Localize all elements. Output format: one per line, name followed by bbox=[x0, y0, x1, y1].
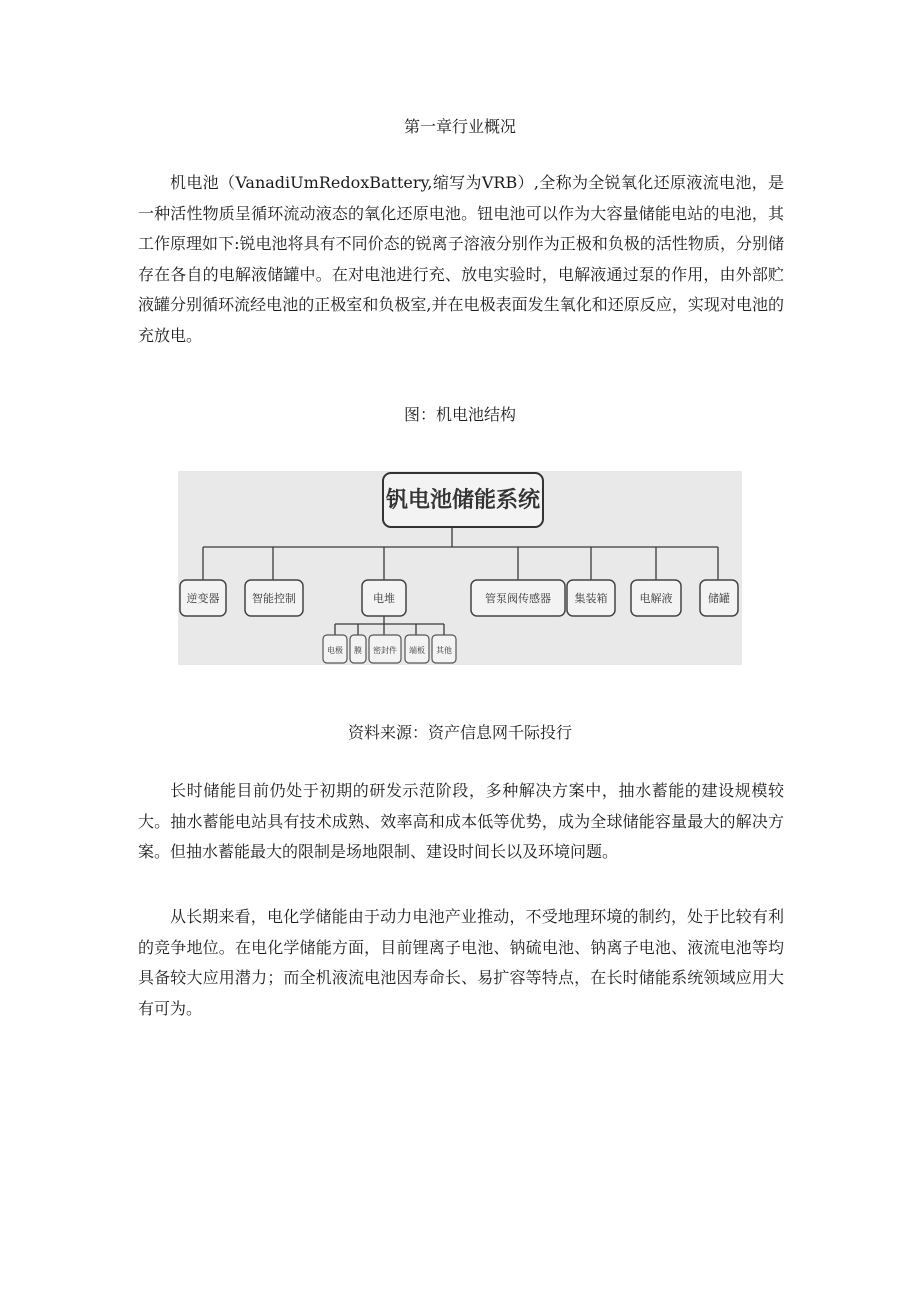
node-seal-label: 密封件 bbox=[373, 646, 397, 655]
node-electrolyte-label: 电解液 bbox=[639, 592, 673, 605]
node-other-label: 其他 bbox=[436, 646, 452, 655]
node-electrode-label: 电极 bbox=[327, 646, 343, 655]
node-tank-label: 储罐 bbox=[708, 592, 730, 605]
node-container-label: 集装箱 bbox=[574, 592, 608, 605]
node-inverter-label: 逆变器 bbox=[186, 592, 220, 605]
paragraph-long-duration: 长时储能目前仍处于初期的研发示范阶段，多种解决方案中，抽水蓄能的建设规模较大。抽水蓄能电站具有技术成熟、效率高和成本低等优势，成为全球储能容量最大的解决方案。但抽水蓄能最大的限制是场地限制、建设时间长以及环境问题。 bbox=[138, 781, 784, 861]
node-smart-control-label: 智能控制 bbox=[252, 592, 296, 605]
node-membrane-label: 膜 bbox=[354, 646, 362, 655]
figure-caption: 图：机电池结构 bbox=[403, 405, 516, 424]
node-stack-label: 电堆 bbox=[373, 592, 395, 605]
chapter-title: 第一章行业概况 bbox=[403, 117, 516, 136]
paragraph-intro: 机电池（VanadiUmRedoxBattery,缩写为VRB）,全称为全锐氧化还原液流电池，是一种活性物质呈循环流动液态的氧化还原电池。钮电池可以作为大容量储能电站的电池，其工作原理如下:锐电池将具有不同价态的锐离子溶液分别作为正极和负极的活性物质，分别储存在各自的电解液储罐中。在对电池进行充、放电实验时，电解液通过泵的作用，由外部贮液罐分别循环流经电池的正极室和负极室,并在电极表面发生氧化和还原反应，实现对电池的充放电。 bbox=[138, 173, 784, 345]
node-pump-valve-sensor-label: 管泵阀传感器 bbox=[485, 592, 551, 605]
paragraph-electrochemical: 从长期来看，电化学储能由于动力电池产业推动，不受地理环境的制约，处于比较有利的竞争地位。在电化学储能方面，目前锂离子电池、钠硫电池、钠离子电池、液流电池等均具备较大应用潜力；而全机液流电池因寿命长、易扩容等特点，在长时储能系统领域应用大有可为。 bbox=[138, 907, 784, 1018]
structure-diagram bbox=[178, 471, 742, 665]
node-end-plate-label: 端板 bbox=[409, 646, 425, 655]
source-caption: 资料来源：资产信息网千际投行 bbox=[347, 723, 572, 742]
root-node-label: 钒电池储能系统 bbox=[385, 488, 541, 513]
